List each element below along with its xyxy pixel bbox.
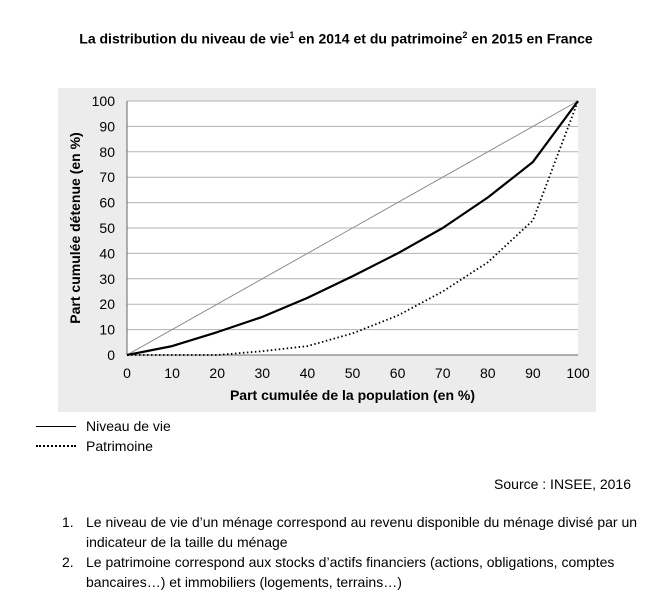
footnote-1 bbox=[62, 512, 642, 552]
x-tick-label-0: 0 bbox=[123, 365, 131, 381]
source-note: Source : INSEE, 2016 bbox=[494, 476, 631, 492]
footnote-number: 2. bbox=[62, 554, 74, 570]
footnote-text: Le patrimoine correspond aux stocks d’actifs financiers (actions, obligations, comptes bancaires…) et immobiliers (logements, terrains…) bbox=[86, 554, 615, 590]
x-tick-label-60: 60 bbox=[389, 365, 406, 381]
legend-item-patrimoine bbox=[36, 438, 153, 454]
y-tick-label-50: 50 bbox=[99, 220, 115, 236]
y-tick-label-20: 20 bbox=[99, 296, 115, 313]
y-tick-label-0: 0 bbox=[107, 347, 115, 363]
y-tick-label-30: 30 bbox=[99, 270, 115, 287]
chart-panel bbox=[58, 88, 596, 412]
y-tick-label-10: 10 bbox=[99, 321, 115, 338]
legend-label-patrimoine: Patrimoine bbox=[86, 438, 153, 454]
y-tick-label-90: 90 bbox=[99, 118, 115, 135]
footnote-number: 1. bbox=[62, 514, 74, 530]
title-part-2: en 2014 et du patrimoine bbox=[294, 30, 463, 47]
x-tick-label-30: 30 bbox=[254, 365, 271, 381]
x-tick-label-80: 80 bbox=[480, 365, 496, 381]
footnote-2 bbox=[62, 552, 642, 592]
x-tick-label-70: 70 bbox=[434, 365, 451, 381]
lorenz-chart bbox=[58, 88, 596, 412]
title-part-3: en 2015 en France bbox=[467, 30, 593, 47]
legend-dotted-line-swatch bbox=[36, 445, 76, 447]
x-tick-label-50: 50 bbox=[344, 365, 361, 381]
y-tick-label-100: 100 bbox=[91, 93, 115, 109]
y-tick-label-40: 40 bbox=[99, 245, 115, 262]
legend-label-niveau-de-vie: Niveau de vie bbox=[86, 418, 171, 434]
footnote-ref-2: 2 bbox=[462, 30, 468, 40]
footnote-ref-1: 1 bbox=[289, 30, 295, 40]
x-tick-label-90: 90 bbox=[525, 365, 541, 381]
x-tick-label-40: 40 bbox=[299, 365, 316, 381]
footnote-text: Le niveau de vie d’un ménage correspond au revenu disponible du ménage divisé par un indicateur de la taille du ménage bbox=[86, 514, 638, 550]
title-part-1: La distribution du niveau de vie bbox=[79, 30, 290, 47]
chart-title bbox=[0, 30, 672, 47]
x-tick-label-20: 20 bbox=[209, 365, 225, 381]
y-axis-title: Part cumulée détenue (en %) bbox=[67, 132, 83, 324]
y-tick-label-60: 60 bbox=[99, 194, 115, 211]
y-tick-label-80: 80 bbox=[99, 143, 115, 160]
x-tick-label-100: 100 bbox=[566, 365, 590, 381]
legend-item-niveau-de-vie bbox=[36, 418, 171, 434]
footnotes bbox=[62, 512, 642, 592]
x-axis-title: Part cumulée de la population (en %) bbox=[229, 387, 476, 403]
x-tick-label-10: 10 bbox=[164, 365, 180, 381]
y-tick-label-70: 70 bbox=[99, 169, 115, 186]
legend-solid-line-swatch bbox=[36, 426, 76, 427]
